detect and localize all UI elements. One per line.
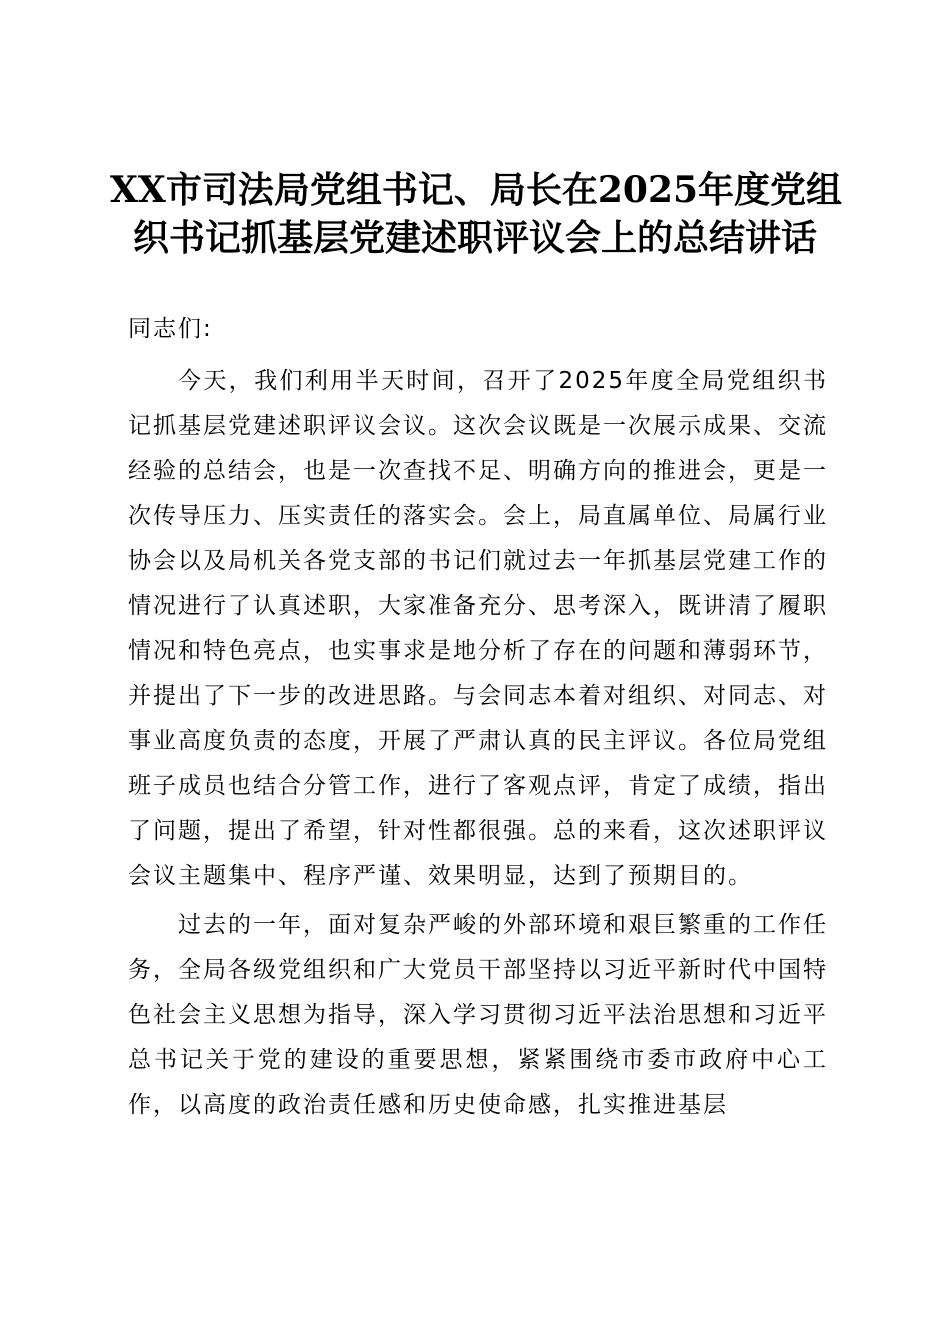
paragraph-1: 今天，我们利用半天时间，召开了2025年度全局党组织书记抓基层党建述职评议会议。这次会议既是一次展示成果、交流经验的总结会，也是一次查找不足、明确方向的推进会，更是一次传导压力、压实责任的落实会。会上，局直属单位、局属行业协会以及局机关各党支部的书记们就过去一年抓基层党建工作的情况进行了认真述职，大家准备充分、思考深入，既讲清了履职情况和特色亮点，也实事求是地分析了存在的问题和薄弱环节，并提出了下一步的改进思路。与会同志本着对组织、对同志、对事业高度负责的态度，开展了严肃认真的民主评议。各位局党组班子成员也结合分管工作，进行了客观点评，肯定了成绩，指出了问题，提出了希望，针对性都很强。总的来看，这次述职评议会议主题集中、程序严谨、效果明显，达到了预期目的。 xyxy=(128,368,828,889)
paragraph-2: 过去的一年，面对复杂严峻的外部环境和艰巨繁重的工作任务，全局各级党组织和广大党员干部坚持以习近平新时代中国特色社会主义思想为指导，深入学习贯彻习近平法治思想和习近平总书记关于党的建设的重要思想，紧紧围绕市委市政府中心工作，以高度的政治责任感和历史使命感，扎实推进基层 xyxy=(128,912,828,1118)
salutation: 同志们: xyxy=(128,316,213,342)
title-line-1: XX市司法局党组书记、局长在2025年度党组 xyxy=(110,169,843,211)
document-title xyxy=(110,166,843,262)
document-body xyxy=(128,307,828,1132)
title-line-2: 织书记抓基层党建述职评议会上的总结讲话 xyxy=(132,217,817,259)
